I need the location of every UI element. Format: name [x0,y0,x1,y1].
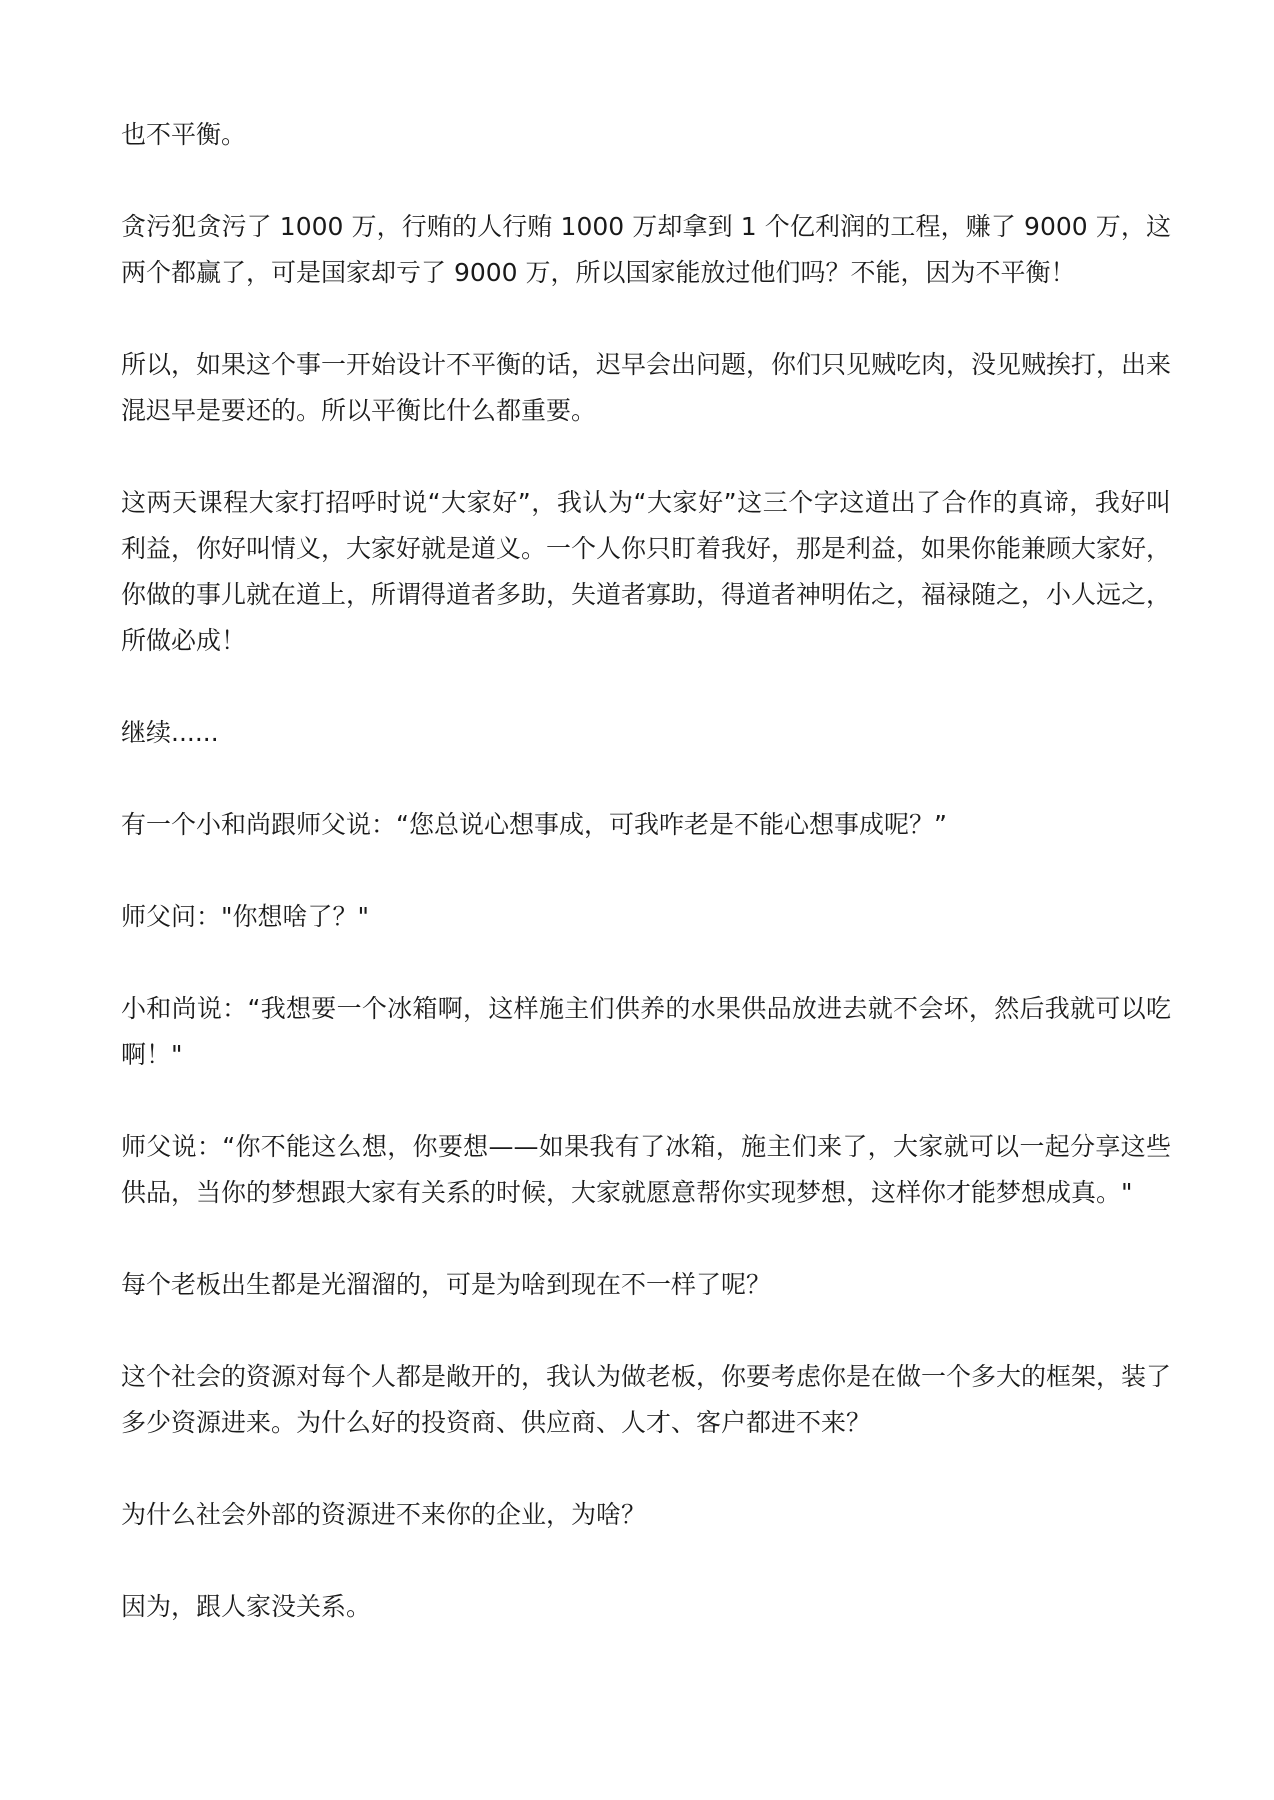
paragraph: 小和尚说：“我想要一个冰箱啊，这样施主们供养的水果供品放进去就不会坏，然后我就可以吃啊！" [121,994,1171,1069]
paragraph: 贪污犯贪污了 1000 万，行贿的人行贿 1000 万却拿到 1 个亿利润的工程，赚了 9000 万，这两个都赢了，可是国家却亏了 9000 万，所以国家能放过他们吗？不能，因为不平衡！ [121,212,1171,287]
paragraph: 有一个小和尚跟师父说：“您总说心想事成，可我咋老是不能心想事成呢？” [121,810,947,839]
document-body [121,112,1171,1676]
paragraph: 继续...... [121,718,219,747]
paragraph: 这两天课程大家打招呼时说“大家好”，我认为“大家好”这三个字这道出了合作的真谛，我好叫利益，你好叫情义，大家好就是道义。一个人你只盯着我好，那是利益，如果你能兼顾大家好，你做的事儿就在道上，所谓得道者多助，失道者寡助，得道者神明佑之，福禄随之，小人远之，所做必成！ [121,488,1172,655]
paragraph: 也不平衡。 [121,120,247,149]
paragraph: 因为，跟人家没关系。 [121,1592,372,1621]
paragraph: 这个社会的资源对每个人都是敞开的，我认为做老板，你要考虑你是在做一个多大的框架，装了多少资源进来。为什么好的投资商、供应商、人才、客户都进不来？ [121,1362,1172,1437]
paragraph: 师父说：“你不能这么想，你要想——如果我有了冰箱，施主们来了，大家就可以一起分享这些供品，当你的梦想跟大家有关系的时候，大家就愿意帮你实现梦想，这样你才能梦想成真。" [121,1132,1171,1207]
paragraph: 为什么社会外部的资源进不来你的企业，为啥？ [121,1500,647,1529]
paragraph: 每个老板出生都是光溜溜的，可是为啥到现在不一样了呢？ [121,1270,772,1299]
paragraph: 师父问："你想啥了？" [121,902,369,931]
paragraph: 所以，如果这个事一开始设计不平衡的话，迟早会出问题，你们只见贼吃肉，没见贼挨打，出来混迟早是要还的。所以平衡比什么都重要。 [121,350,1172,425]
